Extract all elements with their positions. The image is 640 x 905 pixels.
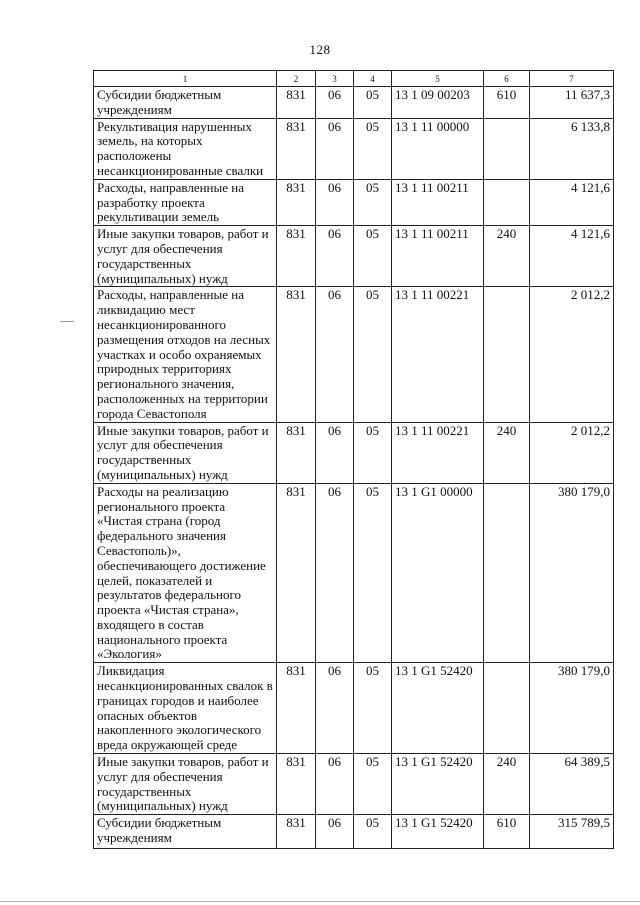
column-header: 4	[354, 71, 392, 87]
row-name-cell: Субсидии бюджетным учреждениям	[94, 815, 277, 849]
row-amount-cell: 2 012,2	[530, 287, 614, 422]
row-name-cell: Иные закупки товаров, работ и услуг для обеспечения государственных (муниципальных) нужд	[94, 754, 277, 815]
row-name-cell: Расходы, направленные на ликвидацию мест несанкционированного размещения отходов на лесных участках и особо охраняемых природных территориях регионального значения, расположенных на территории города Севастополя	[94, 287, 277, 422]
table-row	[94, 422, 614, 483]
row-amount-cell: 2 012,2	[530, 422, 614, 483]
row-expense-type-cell	[484, 663, 530, 754]
row-code-cell: 831	[277, 815, 316, 849]
row-subsection-cell: 05	[354, 483, 392, 663]
table-row	[94, 179, 614, 225]
table-header-row	[94, 71, 614, 87]
row-expense-type-cell	[484, 287, 530, 422]
column-header: 6	[484, 71, 530, 87]
row-article-cell: 13 1 G1 00000	[392, 483, 484, 663]
row-expense-type-cell	[484, 118, 530, 179]
row-name-cell: Расходы на реализацию регионального проекта «Чистая страна (город федерального значения Севастополь)», обеспечивающего достижение целей, показателей и результатов федерального проекта «Чистая страна», входящего в состав национального проекта «Экология»	[94, 483, 277, 663]
table-row	[94, 118, 614, 179]
row-name-cell: Рекультивация нарушенных земель, на которых расположены несанкционированные свалки	[94, 118, 277, 179]
row-code-cell: 831	[277, 87, 316, 119]
row-expense-type-cell: 610	[484, 815, 530, 849]
row-code-cell: 831	[277, 663, 316, 754]
column-header: 7	[530, 71, 614, 87]
row-amount-cell: 4 121,6	[530, 226, 614, 287]
column-header: 3	[316, 71, 354, 87]
row-subsection-cell: 05	[354, 422, 392, 483]
row-code-cell: 831	[277, 422, 316, 483]
column-header: 1	[94, 71, 277, 87]
row-subsection-cell: 05	[354, 118, 392, 179]
row-expense-type-cell: 240	[484, 754, 530, 815]
row-article-cell: 13 1 G1 52420	[392, 663, 484, 754]
table-row	[94, 754, 614, 815]
row-subsection-cell: 05	[354, 815, 392, 849]
row-amount-cell: 315 789,5	[530, 815, 614, 849]
row-subsection-cell: 05	[354, 87, 392, 119]
row-section-cell: 06	[316, 422, 354, 483]
row-subsection-cell: 05	[354, 287, 392, 422]
table-row	[94, 226, 614, 287]
row-name-cell: Расходы, направленные на разработку проекта рекультивации земель	[94, 179, 277, 225]
table-row	[94, 815, 614, 849]
page-number: 128	[309, 42, 331, 57]
row-expense-type-cell	[484, 179, 530, 225]
row-section-cell: 06	[316, 226, 354, 287]
row-article-cell: 13 1 11 00211	[392, 179, 484, 225]
row-article-cell: 13 1 11 00000	[392, 118, 484, 179]
budget-table	[93, 70, 614, 849]
row-amount-cell: 380 179,0	[530, 663, 614, 754]
row-name-cell: Иные закупки товаров, работ и услуг для обеспечения государственных (муниципальных) нужд	[94, 422, 277, 483]
column-header: 2	[277, 71, 316, 87]
margin-mark	[60, 321, 74, 322]
row-code-cell: 831	[277, 754, 316, 815]
row-expense-type-cell: 240	[484, 422, 530, 483]
row-section-cell: 06	[316, 118, 354, 179]
row-subsection-cell: 05	[354, 179, 392, 225]
row-section-cell: 06	[316, 87, 354, 119]
row-article-cell: 13 1 11 00221	[392, 287, 484, 422]
table-row	[94, 663, 614, 754]
row-code-cell: 831	[277, 179, 316, 225]
row-name-cell: Ликвидация несанкционированных свалок в границах городов и наиболее опасных объектов накопленного экологического вреда окружающей среде	[94, 663, 277, 754]
row-expense-type-cell: 610	[484, 87, 530, 119]
row-code-cell: 831	[277, 226, 316, 287]
row-article-cell: 13 1 11 00221	[392, 422, 484, 483]
row-subsection-cell: 05	[354, 754, 392, 815]
row-section-cell: 06	[316, 663, 354, 754]
row-article-cell: 13 1 G1 52420	[392, 754, 484, 815]
row-subsection-cell: 05	[354, 663, 392, 754]
row-name-cell: Субсидии бюджетным учреждениям	[94, 87, 277, 119]
row-article-cell: 13 1 09 00203	[392, 87, 484, 119]
table-row	[94, 287, 614, 422]
row-section-cell: 06	[316, 483, 354, 663]
row-expense-type-cell	[484, 483, 530, 663]
row-section-cell: 06	[316, 815, 354, 849]
row-code-cell: 831	[277, 118, 316, 179]
row-section-cell: 06	[316, 754, 354, 815]
table-row	[94, 87, 614, 119]
row-section-cell: 06	[316, 287, 354, 422]
table-row	[94, 483, 614, 663]
row-amount-cell: 11 637,3	[530, 87, 614, 119]
column-header: 5	[392, 71, 484, 87]
row-code-cell: 831	[277, 287, 316, 422]
row-article-cell: 13 1 11 00211	[392, 226, 484, 287]
row-section-cell: 06	[316, 179, 354, 225]
row-subsection-cell: 05	[354, 226, 392, 287]
row-amount-cell: 380 179,0	[530, 483, 614, 663]
row-article-cell: 13 1 G1 52420	[392, 815, 484, 849]
page-bottom-edge	[0, 901, 640, 902]
row-amount-cell: 64 389,5	[530, 754, 614, 815]
row-amount-cell: 6 133,8	[530, 118, 614, 179]
row-amount-cell: 4 121,6	[530, 179, 614, 225]
row-name-cell: Иные закупки товаров, работ и услуг для обеспечения государственных (муниципальных) нужд	[94, 226, 277, 287]
row-expense-type-cell: 240	[484, 226, 530, 287]
row-code-cell: 831	[277, 483, 316, 663]
